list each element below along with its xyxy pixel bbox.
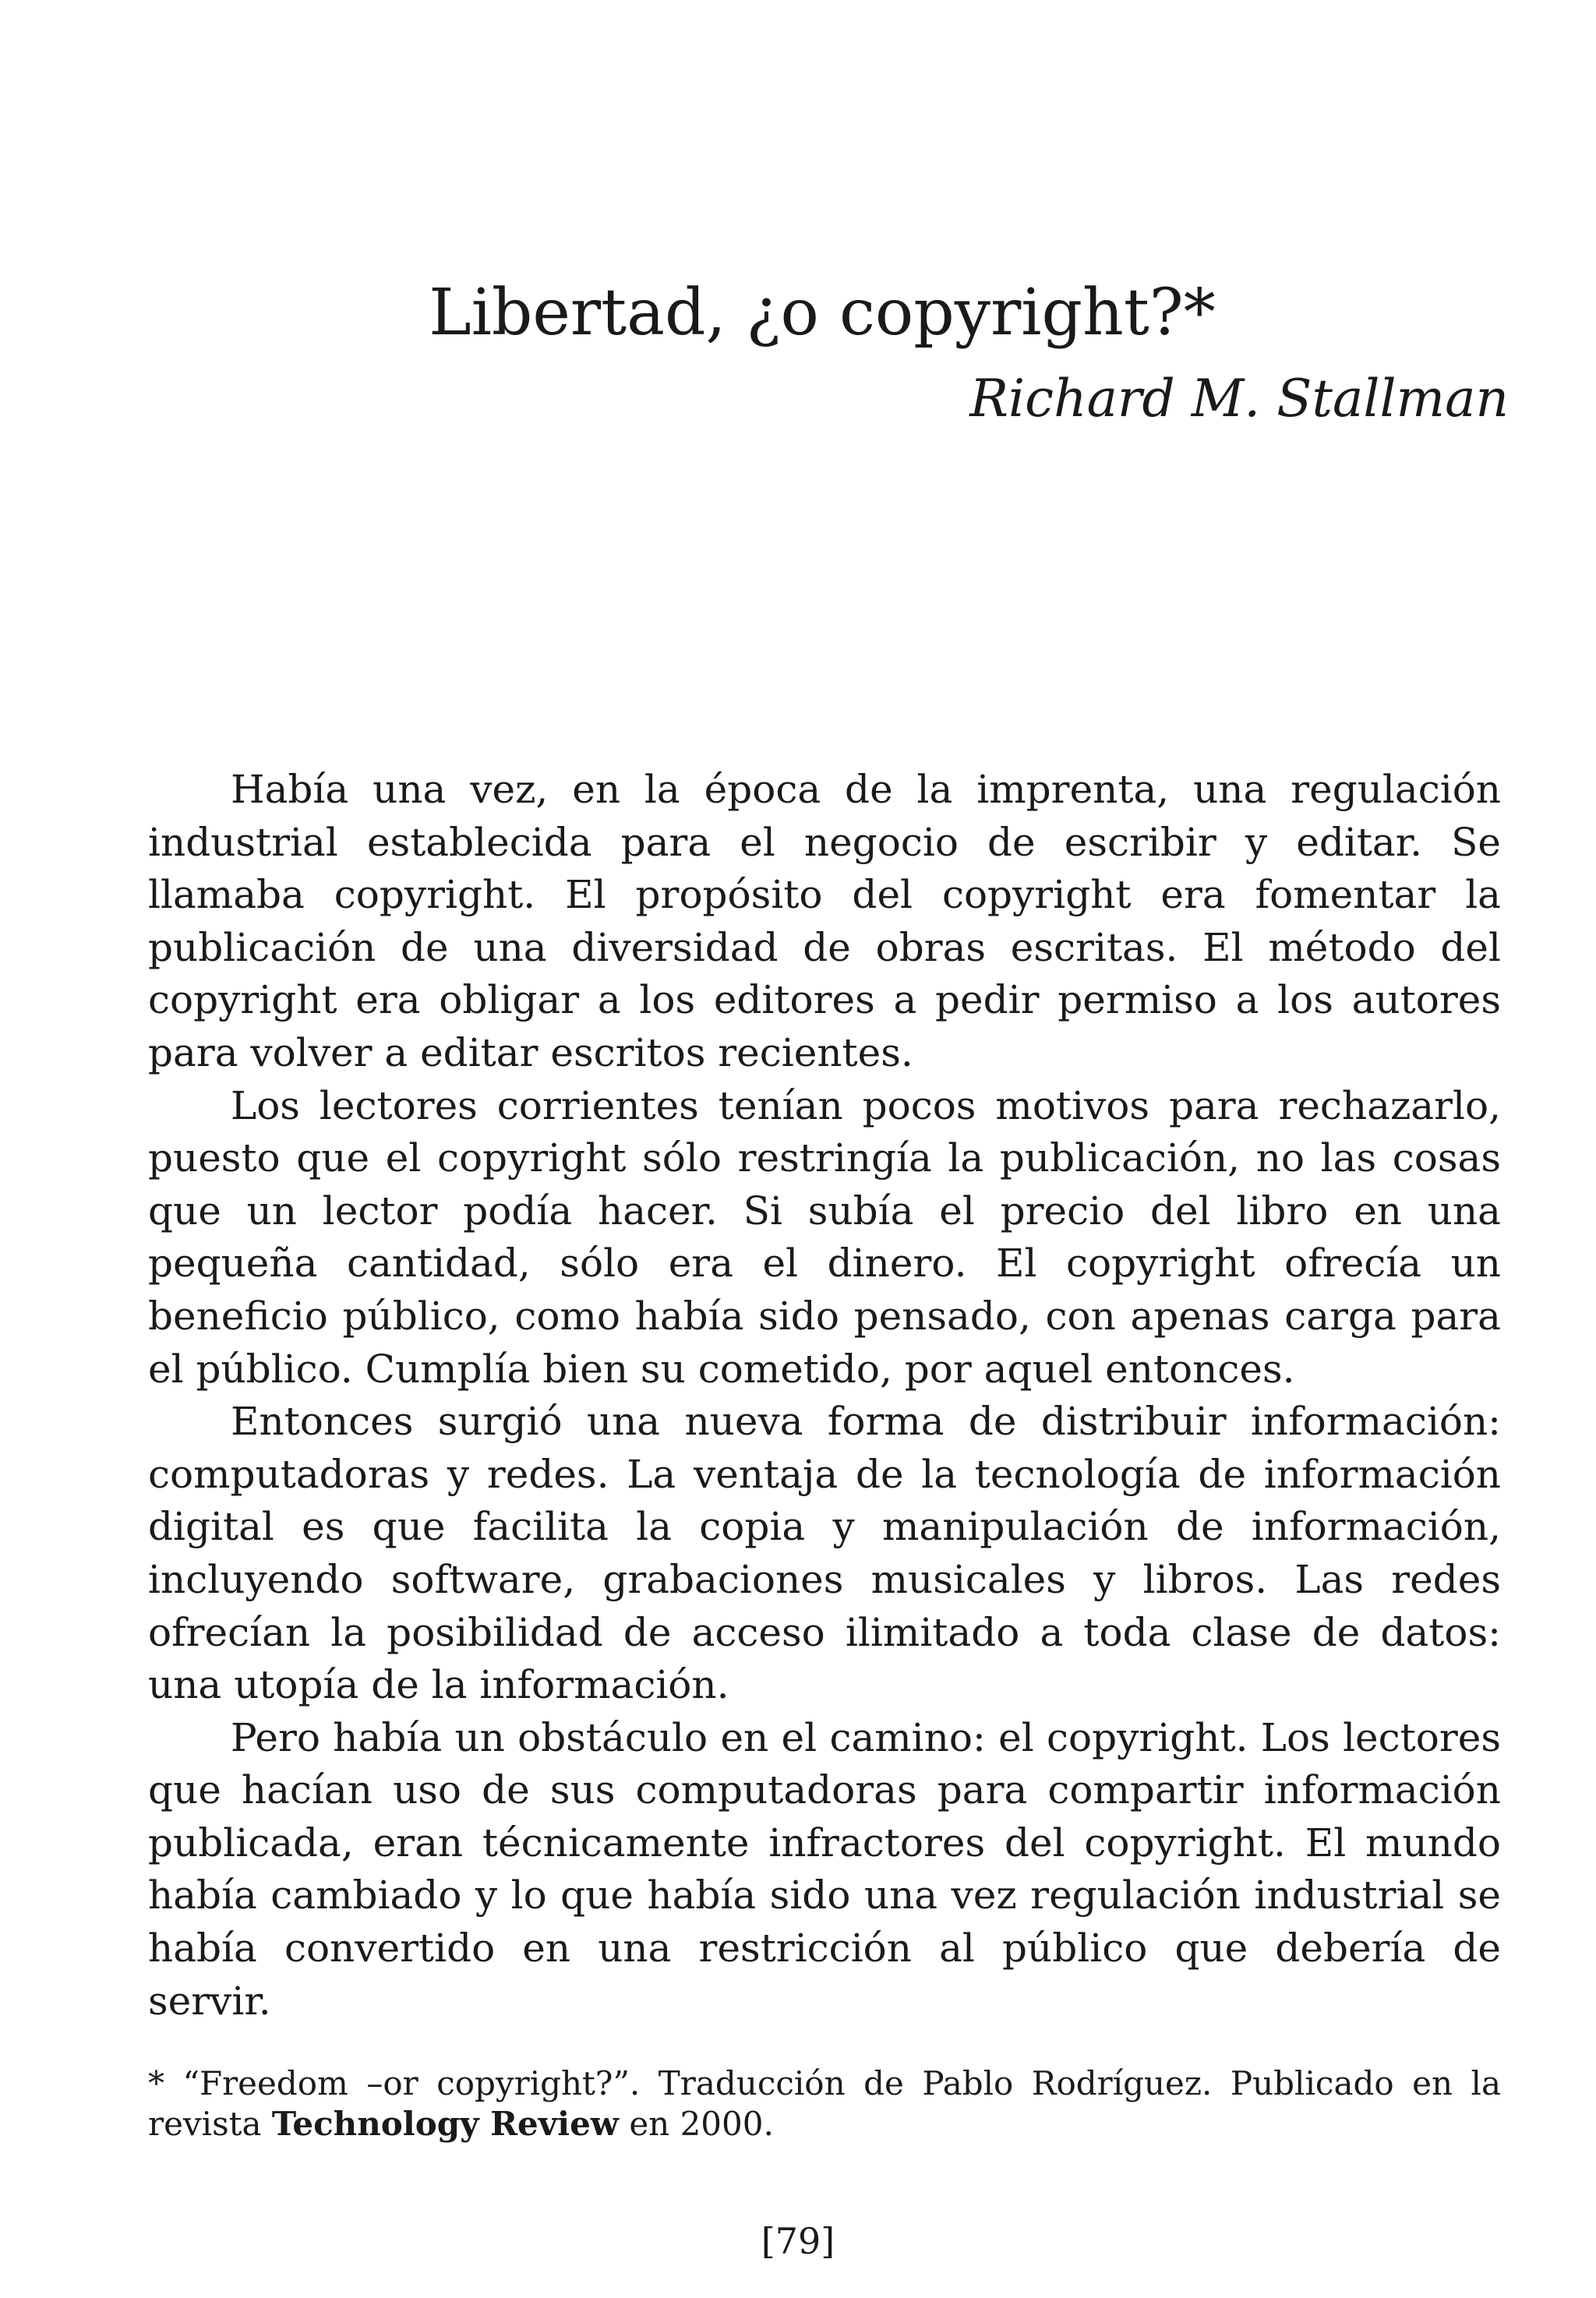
footnote-journal: Technology Review <box>271 2105 619 2143</box>
body-paragraph: Los lectores corrientes tenían pocos motivos para rechazarlo, puesto que el copyright sólo restringía la publicación, no las cosas que un lector podía hacer. Si subía el precio del libro en una pequeña cantidad, sólo era el dinero. El copyright ofrecía un beneficio público, como había sido pensado, con apenas carga para el público. Cumplía bien su cometido, por aquel entonces. <box>148 1082 1501 1392</box>
page-number: [79] <box>761 2220 835 2262</box>
chapter-title: Libertad, ¿o copyright?* <box>429 276 1216 350</box>
footnote-text: * “Freedom –or copyright?”. Traducción de Pablo Rodríguez. Publicado en la revista <box>148 2064 1501 2143</box>
chapter-author: Richard M. Stallman <box>969 369 1509 429</box>
body-paragraph: Entonces surgió una nueva forma de distribuir información: computadoras y redes. La ventaja de la tecnología de información digital es que facilita la copia y manipulación de información, incluyendo software, grabaciones musicales y libros. Las redes ofrecían la posibilidad de acceso ilimitado a toda clase de datos: una utopía de la información. <box>148 1399 1501 1708</box>
body-paragraph: Pero había un obstáculo en el camino: el copyright. Los lectores que hacían uso de sus computadoras para compartir información publicada, eran técnicamente infractores del copyright. El mundo había cambiado y lo que había sido una vez regulación industrial se había convertido en una restricción al público que debería de servir. <box>148 1714 1501 2024</box>
footnote <box>148 2063 1501 2144</box>
footnote-text-end: en 2000. <box>618 2105 774 2143</box>
body-paragraph: Había una vez, en la época de la imprenta, una regulación industrial establecida para el negocio de escribir y editar. Se llamaba copyright. El propósito del copyright era fomentar la publicación de una diversidad de obras escritas. El método del copyright era obligar a los editores a pedir permiso a los autores para volver a editar escritos recientes. <box>148 767 1501 1075</box>
chapter-body <box>148 764 1501 2028</box>
